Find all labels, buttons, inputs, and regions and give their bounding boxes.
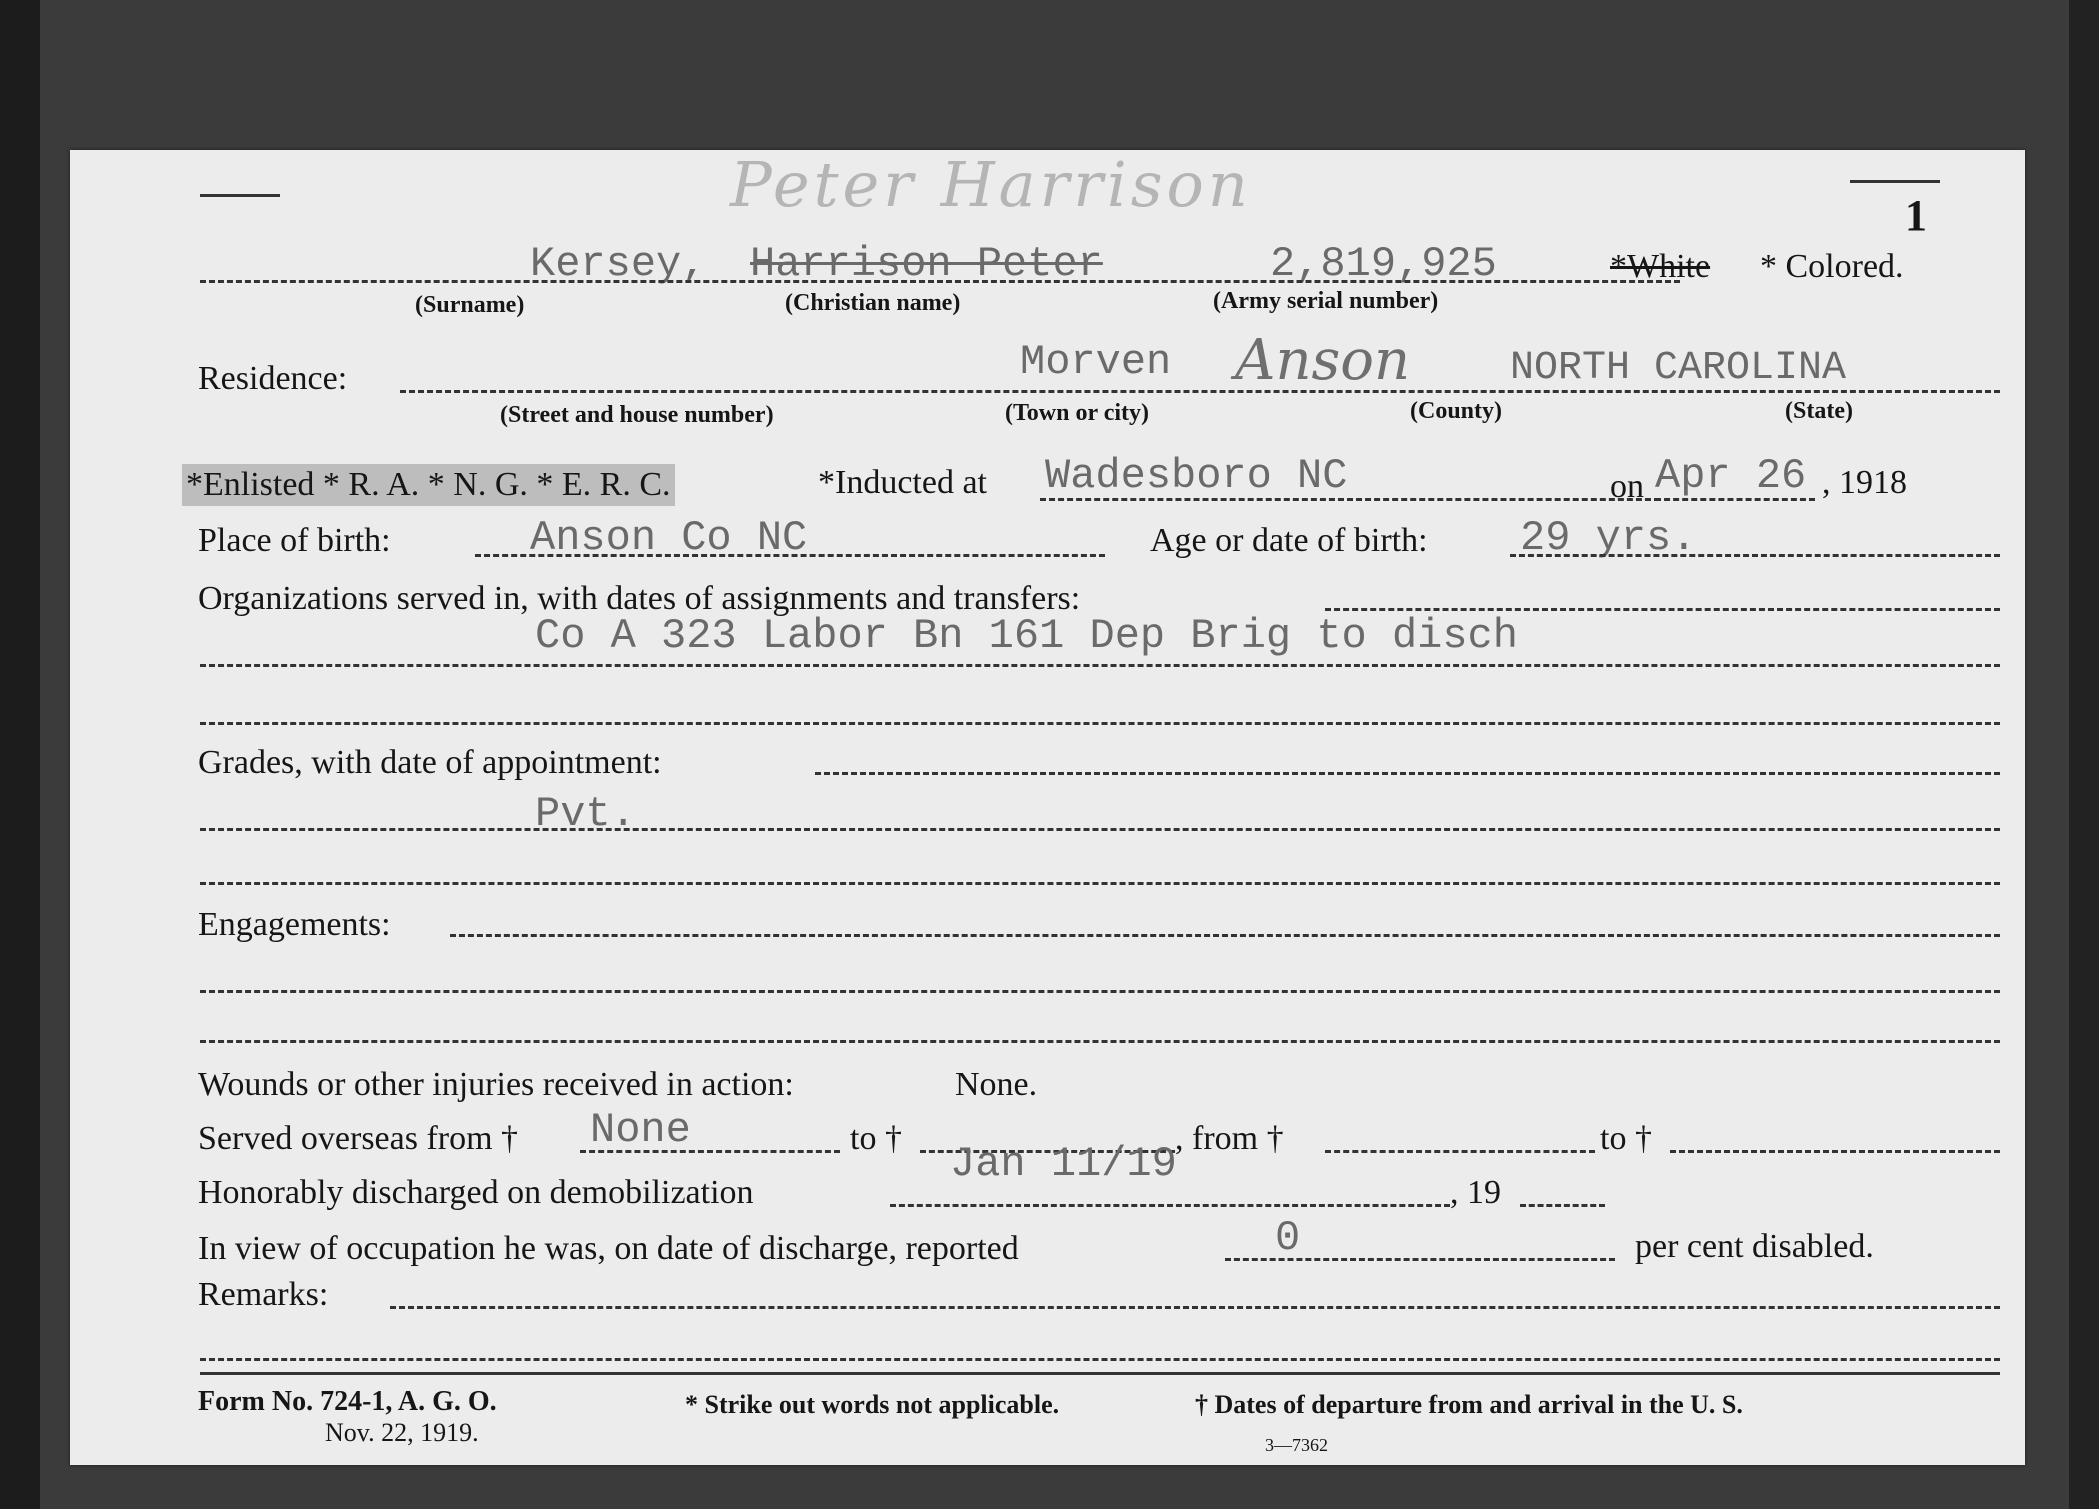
print-code: 3—7362 bbox=[1265, 1435, 1328, 1455]
arrival-from-line bbox=[1325, 1150, 1595, 1153]
organizations-line-2 bbox=[200, 664, 2000, 667]
to2-label: to † bbox=[1600, 1120, 1652, 1157]
strike-note: * Strike out words not applicable. bbox=[685, 1390, 1060, 1419]
to-label: to † bbox=[850, 1120, 902, 1157]
inducted-label: *Inducted at bbox=[818, 464, 987, 501]
engagements-label: Engagements: bbox=[198, 906, 391, 943]
caption-surname: (Surname) bbox=[415, 292, 525, 318]
caption-county: (County) bbox=[1410, 398, 1503, 424]
enlisted-label: *Enlisted * R. A. * N. G. * E. R. C. bbox=[182, 464, 675, 506]
age-value: 29 yrs. bbox=[1520, 514, 1697, 562]
dagger-note: † Dates of departure from and arrival in the U. S. bbox=[1195, 1390, 1743, 1419]
grades-label: Grades, with date of appointment: bbox=[198, 744, 662, 781]
engagements-line-2 bbox=[200, 990, 2000, 993]
residence-label: Residence: bbox=[198, 360, 348, 397]
wounds-label: Wounds or other injuries received in action: bbox=[198, 1066, 794, 1103]
residence-county: Anson bbox=[1235, 328, 1411, 393]
inducted-date-line bbox=[1655, 498, 1815, 501]
race-white: *White bbox=[1610, 248, 1711, 285]
caption-christian-name: (Christian name) bbox=[785, 290, 961, 316]
name-line bbox=[200, 280, 1680, 283]
remarks-line-1 bbox=[390, 1306, 2000, 1309]
top-left-rule bbox=[200, 194, 280, 197]
form-date: Nov. 22, 1919. bbox=[325, 1418, 479, 1447]
overseas-label: Served overseas from † bbox=[198, 1120, 519, 1157]
birth-place-line bbox=[475, 554, 1105, 557]
top-right-rule bbox=[1850, 180, 1940, 183]
grades-line-1 bbox=[815, 772, 2000, 775]
grades-line-3 bbox=[200, 882, 2000, 885]
arrival-to-line bbox=[1670, 1150, 2000, 1153]
discharge-value: Jan 11/19 bbox=[950, 1140, 1177, 1188]
card-number: 1 bbox=[1905, 191, 1927, 240]
residence-town: Morven bbox=[1020, 338, 1172, 386]
scan-border-right bbox=[2069, 0, 2099, 1509]
remarks-line-2 bbox=[200, 1358, 2000, 1361]
organizations-line-1 bbox=[1325, 608, 2000, 611]
on-label: on bbox=[1610, 468, 1644, 505]
organizations-value: Co A 323 Labor Bn 161 Dep Brig to disch bbox=[535, 612, 1518, 660]
engagements-line-1 bbox=[450, 934, 2000, 937]
caption-town: (Town or city) bbox=[1005, 400, 1149, 426]
from-label: , from † bbox=[1175, 1120, 1284, 1157]
inducted-place-line bbox=[1040, 498, 1660, 501]
race-colored: * Colored. bbox=[1760, 248, 1904, 285]
serial-number-value: 2,819,925 bbox=[1270, 240, 1497, 288]
inducted-date: Apr 26 bbox=[1655, 452, 1807, 500]
inducted-place: Wadesboro NC bbox=[1045, 452, 1348, 500]
caption-serial: (Army serial number) bbox=[1213, 288, 1439, 314]
footer-rule bbox=[200, 1372, 2000, 1375]
organizations-line-3 bbox=[200, 722, 2000, 725]
overseas-from-line bbox=[580, 1150, 840, 1153]
discharge-line bbox=[890, 1204, 1450, 1207]
occupation-label: In view of occupation he was, on date of discharge, reported bbox=[198, 1230, 1019, 1267]
discharge-year: , 19 bbox=[1450, 1174, 1501, 1211]
caption-street: (Street and house number) bbox=[500, 402, 774, 428]
remarks-label: Remarks: bbox=[198, 1276, 329, 1313]
organizations-label: Organizations served in, with dates of assignments and transfers: bbox=[198, 580, 1081, 617]
scan-border-left bbox=[0, 0, 40, 1509]
caption-state: (State) bbox=[1785, 398, 1853, 424]
birth-place-label: Place of birth: bbox=[198, 522, 391, 559]
engagements-line-3 bbox=[200, 1040, 2000, 1043]
disabled-label: per cent disabled. bbox=[1635, 1228, 1874, 1265]
christian-name-value: Harrison Peter bbox=[750, 240, 1103, 288]
birth-place-value: Anson Co NC bbox=[530, 514, 808, 562]
service-record-card bbox=[70, 150, 2025, 1465]
year-label: , 1918 bbox=[1822, 464, 1907, 501]
disabled-line bbox=[1225, 1258, 1615, 1261]
grades-value: Pvt. bbox=[535, 790, 636, 838]
disabled-value: 0 bbox=[1275, 1214, 1301, 1262]
form-number: Form No. 724-1, A. G. O. bbox=[198, 1386, 497, 1417]
surname-value: Kersey, bbox=[530, 240, 707, 288]
discharge-year-line bbox=[1520, 1204, 1605, 1207]
residence-state: NORTH CAROLINA bbox=[1510, 346, 1847, 391]
age-label: Age or date of birth: bbox=[1150, 522, 1428, 559]
grades-line-2 bbox=[200, 828, 2000, 831]
discharge-label: Honorably discharged on demobilization bbox=[198, 1174, 754, 1211]
overseas-value: None bbox=[590, 1106, 691, 1154]
wounds-value: None. bbox=[955, 1066, 1038, 1103]
signature: Peter Harrison bbox=[730, 148, 1252, 221]
age-line bbox=[1510, 554, 2000, 557]
